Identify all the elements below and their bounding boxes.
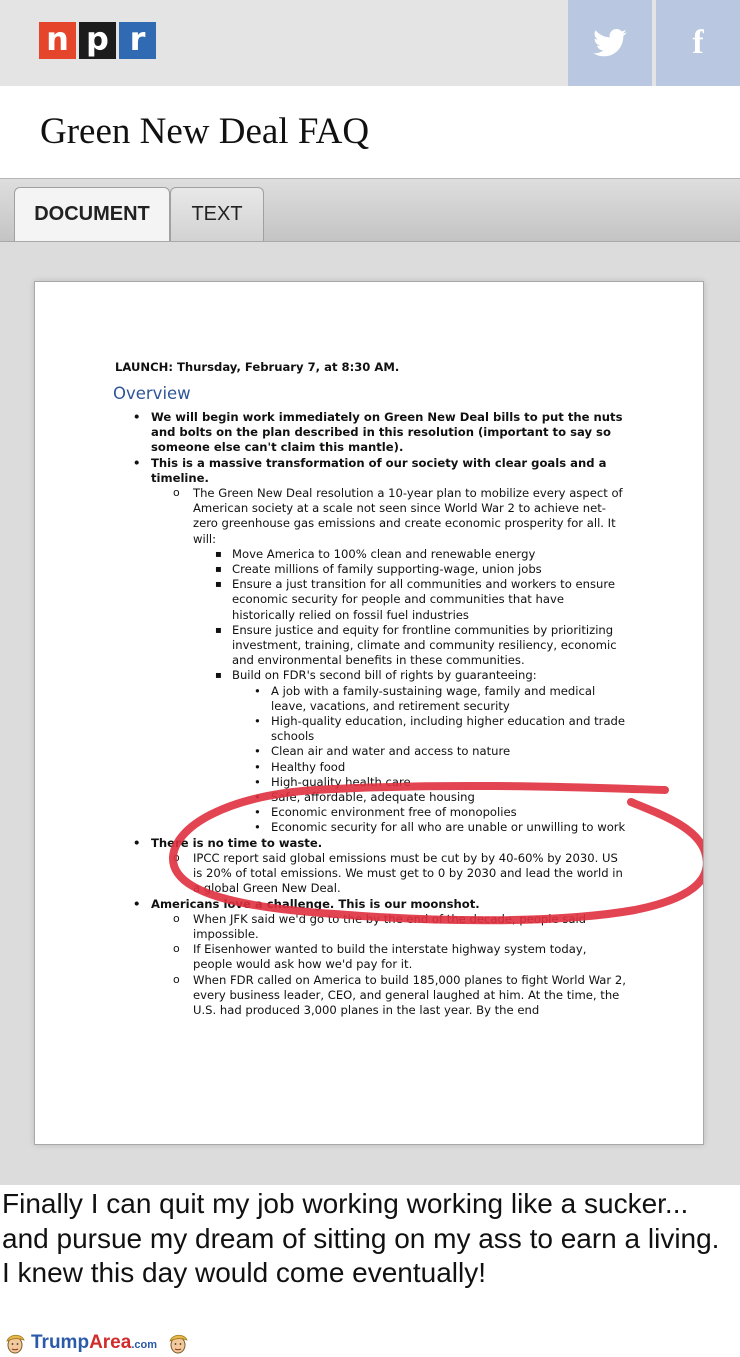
- red-annotation-circle: [35, 282, 703, 1144]
- document-viewer: [0, 178, 740, 1185]
- challenge-item-text: If Eisenhower wanted to build the interstate highway system today, people would ask how we'd pay for it.: [193, 942, 587, 972]
- brand-part-area: Area: [89, 1332, 132, 1353]
- right-item-text: Healthy food: [271, 759, 346, 774]
- ipcc-text: IPCC report said global emissions must be cut by by 40-60% by 2030. US is 20% of total emissions. We must get to 0 by 2030 and lead the world in a global Green New Deal.: [193, 850, 623, 896]
- will-item-text: Ensure justice and equity for frontline communities by prioritizing investment, training, climate and community resiliency, economic and environmental benefits in these communities.: [232, 622, 617, 668]
- top-bar: [0, 0, 740, 86]
- right-item-text: Economic environment free of monopolies: [271, 805, 517, 820]
- facebook-f-icon: f: [692, 24, 704, 61]
- will-item-text: Move America to 100% clean and renewable energy: [232, 546, 536, 561]
- npr-logo-letter-r: r: [119, 22, 156, 59]
- right-item-text: Clean air and water and access to nature: [271, 744, 511, 759]
- bullet-text: There is no time to waste.: [151, 835, 323, 850]
- tab-bar: [0, 179, 740, 242]
- challenge-item-text: When FDR called on America to build 185,000 planes to fight World War 2, every business leader, CEO, and general laughed at him. At the time, the U.S. had produced 3,000 planes in the last year. By the end: [193, 972, 626, 1017]
- page-title: Green New Deal FAQ: [40, 111, 370, 152]
- bullet-text: This is a massive transformation of our society with clear goals and a timeline.: [151, 455, 607, 485]
- tab-document[interactable]: DOCUMENT: [14, 187, 170, 241]
- trump-head-icon: [4, 1332, 26, 1354]
- tab-text[interactable]: TEXT: [170, 187, 264, 241]
- npr-logo[interactable]: [39, 22, 159, 59]
- resolution-text: The Green New Deal resolution a 10-year plan to mobilize every aspect of American society at a scale not seen since World War 2 to achieve net-zero greenhouse gas emissions and create economic prosperity for all. It will:: [193, 486, 623, 546]
- right-item-text: Economic security for all who are unable or unwilling to work: [271, 820, 626, 835]
- launch-line: LAUNCH: Thursday, February 7, at 8:30 AM.: [115, 360, 400, 374]
- will-item-text: Ensure a just transition for all communities and workers to ensure economic security for people and communities that have historically relied on fossil fuel industries: [232, 577, 616, 622]
- trump-head-icon: [167, 1332, 189, 1354]
- facebook-share-button[interactable]: [656, 0, 740, 86]
- will-item-text: Create millions of family supporting-wage, union jobs: [232, 562, 542, 577]
- trumparea-footer[interactable]: [4, 1330, 189, 1356]
- brand-part-trump: Trump: [31, 1332, 90, 1353]
- right-item-text: A job with a family-sustaining wage, family and medical leave, vacations, and retirement security: [271, 683, 596, 713]
- twitter-share-button[interactable]: [568, 0, 652, 86]
- trumparea-brand: [31, 1332, 157, 1354]
- bullet-text: We will begin work immediately on Green New Deal bills to put the nuts and bolts on the plan described in this resolution (important to say so someone else can't claim this mantle).: [151, 410, 623, 455]
- will-item-text: Build on FDR's second bill of rights by guaranteeing:: [232, 668, 537, 683]
- meme-caption: Finally I can quit my job working working like a sucker... and pursue my dream of sitting on my ass to earn a living. I knew this day would come eventually!: [2, 1188, 720, 1288]
- right-item-text: High-quality health care: [271, 774, 411, 789]
- npr-logo-letter-p: p: [79, 22, 116, 59]
- right-item-text: High-quality education, including higher education and trade schools: [271, 714, 626, 744]
- npr-logo-letter-n: n: [39, 22, 76, 59]
- document-page: [34, 281, 704, 1145]
- bullet-text: Americans love a challenge. This is our moonshot.: [151, 896, 480, 911]
- twitter-bird-icon: [593, 29, 627, 57]
- brand-part-com: .com: [131, 1339, 157, 1351]
- challenge-item-text: When JFK said we'd go to the by the end of the decade, people said impossible.: [193, 911, 587, 941]
- right-item-text: Safe, affordable, adequate housing: [271, 790, 475, 805]
- overview-heading: Overview: [113, 384, 191, 403]
